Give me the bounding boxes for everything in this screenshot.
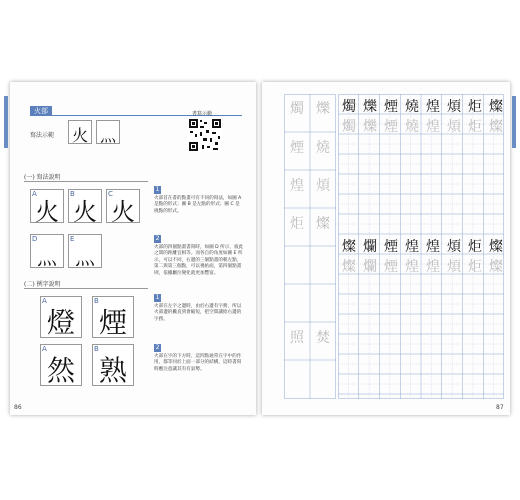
note-number: 2 [155, 235, 160, 242]
example-box: C 火 [106, 189, 140, 223]
example-char: 灬 [75, 245, 95, 269]
trace-char: 煩 [447, 119, 461, 135]
radical-label: 火部 [30, 106, 52, 116]
model-char-box [68, 120, 92, 144]
model-char: 燦 [489, 239, 503, 255]
model-char: 灬 [99, 126, 116, 145]
trace-char: 炬 [290, 216, 304, 232]
trace-char: 爛 [363, 259, 377, 275]
example-char: 火 [111, 198, 135, 226]
trace-char: 煌 [426, 259, 440, 275]
section1-title: (一) 寫法說明 [24, 174, 61, 181]
example-box: E 灬 [68, 234, 102, 268]
title-rule [52, 115, 242, 116]
note-text: 火部在左字之邊時，由於右邊有字務，所以火部邊的撇直到會縮短，把空間讓給右邊的字務。 [154, 304, 242, 322]
trace-char: 燦 [489, 119, 503, 135]
example-char: 熟 [98, 354, 127, 387]
note-number: 1 [155, 294, 160, 301]
trace-char: 爍 [316, 101, 330, 117]
example-box: A 火 [30, 189, 64, 223]
model-char: 煙 [384, 99, 398, 115]
trace-char: 煩 [316, 178, 330, 194]
model-char: 煌 [405, 239, 419, 255]
note-number: 2 [155, 344, 160, 351]
model-char: 燦 [489, 99, 503, 115]
section2-rule [24, 288, 148, 289]
example-char: 燈 [46, 306, 75, 339]
example-box: A 然 [40, 344, 82, 386]
example-char: 煙 [98, 306, 127, 339]
page-number: 86 [14, 404, 22, 411]
example-box: D 灬 [30, 234, 64, 268]
model-title: 寫法示範 [30, 132, 55, 139]
model-char: 炬 [468, 239, 482, 255]
section2-title: (二) 例字說明 [24, 281, 61, 288]
trace-char: 照 [290, 330, 304, 346]
trace-char: 燦 [316, 216, 330, 232]
trace-char: 煌 [290, 178, 304, 194]
qr-caption: 書寫示範 [192, 111, 213, 117]
model-char: 煩 [447, 99, 461, 115]
model-char: 煌 [426, 239, 440, 255]
model-char: 火 [71, 126, 88, 145]
model-char: 煙 [384, 239, 398, 255]
trace-char: 煩 [447, 259, 461, 275]
model-char: 煩 [447, 239, 461, 255]
note-text: 火部的四個點畫書寫時，如圖 D 所示，彼此之間的距離宜相等。而各自的角度如圖 E 所示，可以不同，右邊的三個點畫的朝左點，第二與第三個點，可以視帖面，第四個點畫則，依據屬位變化就更加豐富。 [154, 245, 244, 276]
example-char: 火 [35, 198, 59, 226]
model-char: 燒 [405, 99, 419, 115]
trace-char: 燭 [290, 101, 304, 117]
trace-char: 燭 [342, 119, 356, 135]
right-page [262, 82, 510, 415]
example-box: A 燈 [40, 296, 82, 338]
model-char: 燭 [342, 99, 356, 115]
trace-char: 炬 [468, 259, 482, 275]
model-char: 炬 [468, 99, 482, 115]
example-box: B 熟 [92, 344, 134, 386]
trace-char: 燒 [405, 119, 419, 135]
model-char: 爛 [363, 239, 377, 255]
model-char: 爍 [363, 99, 377, 115]
example-box: B 煙 [92, 296, 134, 338]
trace-char: 煌 [426, 119, 440, 135]
trace-char: 煙 [384, 119, 398, 135]
trace-char: 炬 [468, 119, 482, 135]
model-char-box [96, 120, 120, 144]
trace-char: 焚 [316, 330, 330, 346]
model-char: 燦 [342, 239, 356, 255]
left-page [10, 82, 256, 415]
trace-char: 煙 [384, 259, 398, 275]
page-number: 87 [496, 404, 504, 411]
trace-char: 煙 [290, 140, 304, 156]
trace-char: 燒 [316, 140, 330, 156]
note-number: 1 [155, 186, 160, 193]
example-char: 火 [73, 198, 97, 226]
example-char: 灬 [37, 245, 57, 269]
note-text: 火部在字的下方時，這四點通常在字中的作用，都等同於上面一部分的結構，這時書寫時應注意讓其有有氣勢。 [154, 354, 242, 372]
chapter-tab [512, 96, 516, 148]
trace-char: 爍 [363, 119, 377, 135]
chapter-tab [4, 96, 8, 148]
trace-char: 煌 [405, 259, 419, 275]
example-box: B 火 [68, 189, 102, 223]
note-text: 火部首在書的點畫可有不同的寫法，如圖 A 是點的形式；圖 B 是左點的形式；圖 C 是挑點的形式。 [154, 196, 242, 214]
trace-char: 燦 [489, 259, 503, 275]
trace-char: 燦 [342, 259, 356, 275]
example-char: 然 [46, 354, 75, 387]
model-char: 煌 [426, 99, 440, 115]
qr-code[interactable] [188, 118, 222, 152]
section1-rule [24, 181, 148, 182]
